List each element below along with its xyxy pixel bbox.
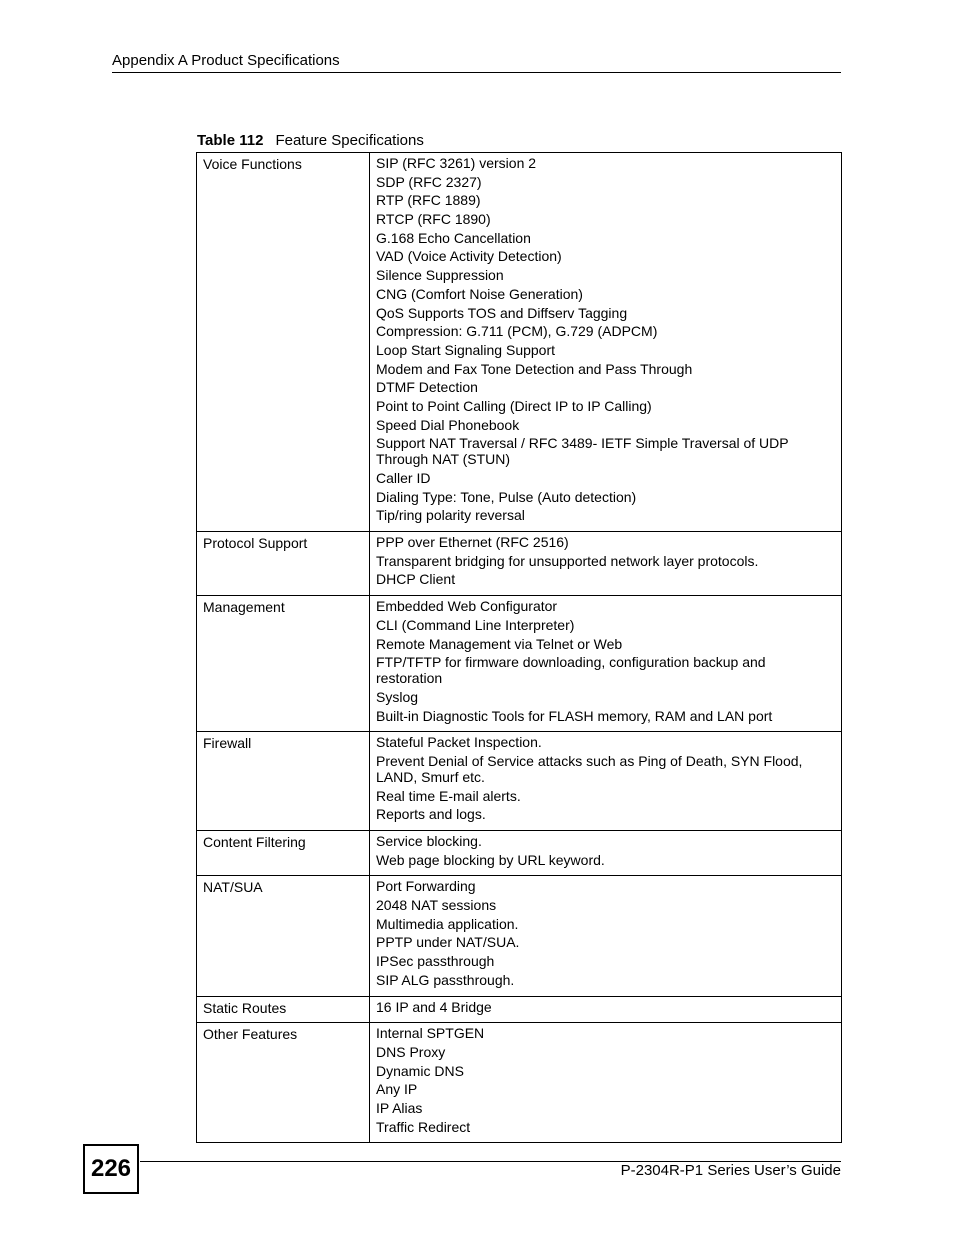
guide-title: P-2304R-P1 Series User’s Guide (620, 1162, 841, 1179)
table-row (197, 831, 842, 876)
feature-detail-item: 16 IP and 4 Bridge (376, 998, 492, 1015)
feature-detail-item: VAD (Voice Activity Detection) (376, 248, 562, 265)
table-caption-label: Table 112 (197, 132, 264, 149)
table-row (197, 732, 842, 831)
feature-spec-table (196, 152, 842, 1143)
feature-details-cell (370, 532, 842, 596)
page-number-box (83, 1144, 139, 1194)
feature-details-cell (370, 596, 842, 732)
feature-detail-item: Traffic Redirect (376, 1118, 471, 1135)
feature-name-cell: NAT/SUA (197, 876, 370, 996)
feature-detail-item: Built-in Diagnostic Tools for FLASH memory, RAM and LAN port (376, 707, 773, 724)
page-number: 226 (90, 1155, 132, 1182)
table-row (197, 876, 842, 996)
feature-detail-item: RTP (RFC 1889) (376, 192, 481, 209)
feature-name-cell: Firewall (197, 732, 370, 831)
feature-detail-item: CNG (Comfort Noise Generation) (376, 285, 583, 302)
feature-detail-item: Port Forwarding (376, 878, 476, 895)
feature-details-cell (370, 996, 842, 1023)
feature-detail-item: Service blocking. (376, 833, 482, 849)
feature-detail-item: DHCP Client (376, 571, 456, 588)
feature-detail-item: Remote Management via Telnet or Web (376, 635, 623, 652)
table-row (197, 153, 842, 532)
feature-detail-item: SIP (RFC 3261) version 2 (376, 155, 537, 171)
table-row (197, 596, 842, 732)
feature-detail-item: Web page blocking by URL keyword. (376, 851, 605, 868)
feature-detail-item: CLI (Command Line Interpreter) (376, 616, 575, 633)
feature-details-cell (370, 732, 842, 831)
table-row (197, 996, 842, 1023)
feature-detail-item: Embedded Web Configurator (376, 598, 558, 615)
feature-detail-item: Loop Start Signaling Support (376, 341, 556, 358)
feature-detail-item: RTCP (RFC 1890) (376, 211, 491, 228)
feature-name-cell: Other Features (197, 1023, 370, 1143)
feature-details-cell (370, 1023, 842, 1143)
feature-detail-item: Transparent bridging for unsupported network layer protocols. (376, 552, 759, 569)
table-row (197, 532, 842, 596)
table-row (197, 1023, 842, 1143)
feature-details-cell (370, 153, 842, 532)
feature-detail-item: Dynamic DNS (376, 1062, 464, 1079)
feature-detail-item: Speed Dial Phonebook (376, 416, 520, 433)
feature-details-cell (370, 831, 842, 876)
feature-detail-item: PPP over Ethernet (RFC 2516) (376, 534, 569, 551)
feature-detail-item: SDP (RFC 2327) (376, 173, 482, 190)
feature-detail-item: Real time E-mail alerts. (376, 787, 521, 804)
feature-detail-item: Dialing Type: Tone, Pulse (Auto detection) (376, 488, 637, 505)
feature-detail-item: Tip/ring polarity reversal (376, 507, 525, 524)
feature-detail-item: IPSec passthrough (376, 953, 495, 970)
feature-details-cell (370, 876, 842, 996)
feature-name-cell: Static Routes (197, 996, 370, 1023)
feature-name-cell: Protocol Support (197, 532, 370, 596)
feature-detail-item: FTP/TFTP for firmware downloading, configuration backup and restoration (376, 654, 766, 687)
feature-detail-item: DNS Proxy (376, 1043, 446, 1060)
feature-detail-item: Internal SPTGEN (376, 1025, 485, 1042)
feature-detail-item: SIP ALG passthrough. (376, 971, 515, 988)
feature-detail-item: Modem and Fax Tone Detection and Pass Through (376, 360, 693, 377)
feature-detail-item: Silence Suppression (376, 267, 504, 284)
feature-name-cell: Management (197, 596, 370, 732)
header-title: Appendix A Product Specifications (112, 52, 340, 69)
feature-detail-item: Any IP (376, 1081, 418, 1098)
table-caption (197, 132, 424, 150)
feature-detail-item: 2048 NAT sessions (376, 897, 497, 914)
feature-detail-item: G.168 Echo Cancellation (376, 229, 531, 246)
feature-detail-item: QoS Supports TOS and Diffserv Tagging (376, 304, 628, 321)
feature-name-cell: Content Filtering (197, 831, 370, 876)
feature-detail-item: IP Alias (376, 1099, 423, 1116)
feature-detail-item: Support NAT Traversal / RFC 3489- IETF Simple Traversal of UDP Through NAT (STUN) (376, 435, 789, 468)
feature-name-cell: Voice Functions (197, 153, 370, 532)
feature-detail-item: Stateful Packet Inspection. (376, 734, 542, 751)
page-header (112, 51, 841, 73)
table-caption-title: Feature Specifications (275, 132, 424, 149)
feature-detail-item: Multimedia application. (376, 915, 519, 932)
feature-detail-item: Prevent Denial of Service attacks such as Ping of Death, SYN Flood, LAND, Smurf etc. (376, 752, 803, 785)
feature-detail-item: Point to Point Calling (Direct IP to IP Calling) (376, 397, 652, 414)
feature-spec-table-body (197, 153, 842, 1143)
feature-detail-item: PPTP under NAT/SUA. (376, 934, 520, 951)
feature-detail-item: DTMF Detection (376, 379, 478, 396)
feature-detail-item: Reports and logs. (376, 806, 486, 823)
feature-detail-item: Compression: G.711 (PCM), G.729 (ADPCM) (376, 323, 658, 340)
feature-detail-item: Syslog (376, 688, 419, 705)
feature-detail-item: Caller ID (376, 470, 431, 486)
